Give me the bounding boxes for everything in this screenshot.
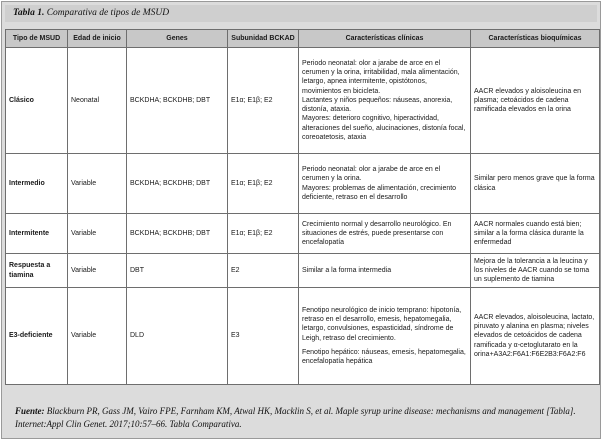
table-row	[6, 254, 600, 288]
table-row	[6, 288, 600, 385]
onset-cell: Variable	[68, 254, 127, 288]
onset-cell: Variable	[68, 214, 127, 254]
biochemical-cell: AACR elevados, aloisoleucina, lactato, piruvato y alanina en plasma; niveles elevados de cetoácidos de cadena ramificada y α-cetoglutarato en la orina+A3A2:F6A1:F6E2B3:F6A2:F6	[471, 288, 600, 385]
subunit-cell: E1α; E1β; E2	[228, 214, 299, 254]
subunit-cell: E1α; E1β; E2	[228, 48, 299, 154]
clinical-text: Mayores: problemas de alimentación, crecimiento deficiente, retraso en el desarrollo	[302, 184, 457, 201]
header-cell: Características bioquímicas	[471, 30, 600, 48]
clinical-text: Periodo neonatal: olor a jarabe de arce en el cerumen y la orina.	[302, 165, 441, 183]
biochemical-cell: AACR normales cuando está bien; similar a la forma clásica durante la enfermedad	[471, 214, 600, 254]
genes-cell: DBT	[127, 254, 228, 288]
table-row	[6, 48, 600, 154]
header-cell: Características clínicas	[299, 30, 471, 48]
source-label: Fuente:	[15, 406, 45, 416]
table-row	[6, 214, 600, 254]
clinical-text: Crecimiento normal y desarrollo neurológico. En situaciones de estrés, puede presentarse con encefalopatía	[302, 220, 452, 247]
msud-comparison-table	[5, 29, 600, 385]
table-caption	[5, 5, 597, 22]
clinical-cell	[299, 288, 471, 385]
source-note	[5, 405, 597, 431]
subunit-cell: E3	[228, 288, 299, 385]
subunit-cell: E2	[228, 254, 299, 288]
clinical-text: Similar a la forma intermedia	[302, 266, 392, 274]
table-row	[6, 154, 600, 214]
caption-text: Comparativa de tipos de MSUD	[46, 8, 170, 18]
header-cell: Subunidad BCKAD	[228, 30, 299, 48]
source-text: Blackburn PR, Gass JM, Vairo FPE, Farnham KM, Atwal HK, Macklin S, et al. Maple syrup urine disease: mechanisms and management [Tabla]. Internet:Appl Clin Genet. 2017;10:57–66. Tabla Comparativa.	[15, 406, 576, 429]
clinical-text: Fenotipo hepático: náuseas, emesis, hepatomegalia, encefalopatía hepática	[302, 348, 466, 366]
clinical-cell	[299, 254, 471, 288]
onset-cell: Neonatal	[68, 48, 127, 154]
onset-cell: Variable	[68, 154, 127, 214]
biochemical-cell: AACR elevados y aloisoleucina en plasma; cetoácidos de cadena ramificada elevados en la orina	[471, 48, 600, 154]
caption-label: Tabla 1.	[13, 8, 45, 18]
biochemical-cell: Mejora de la tolerancia a la leucina y los niveles de AACR cuando se toma un suplemento de tiamina	[471, 254, 600, 288]
header-cell: Tipo de MSUD	[6, 30, 68, 48]
type-cell: Intermitente	[6, 214, 68, 254]
clinical-cell	[299, 214, 471, 254]
clinical-text: Periodo neonatal: olor a jarabe de arce en el cerumen y la orina, irritabilidad, mala alimentación, letargo, apnea intermitente, opistótonos, movimientos en bicicleta.	[302, 59, 460, 95]
subunit-cell: E1α; E1β; E2	[228, 154, 299, 214]
biochemical-cell: Similar pero menos grave que la forma clásica	[471, 154, 600, 214]
clinical-text: Lactantes y niños pequeños: náuseas, anorexia, distonía, ataxia.	[302, 96, 453, 114]
type-cell: Intermedio	[6, 154, 68, 214]
type-cell: E3-deficiente	[6, 288, 68, 385]
genes-cell: DLD	[127, 288, 228, 385]
table-header-row	[6, 30, 600, 48]
clinical-cell	[299, 48, 471, 154]
header-cell: Genes	[127, 30, 228, 48]
table-figure	[1, 1, 601, 439]
type-cell: Clásico	[6, 48, 68, 154]
header-cell: Edad de inicio	[68, 30, 127, 48]
type-cell: Respuesta a tiamina	[6, 254, 68, 288]
clinical-text: Fenotipo neurológico de inicio temprano: hipotonía, retraso en el desarrollo, emesis, hepatomegalia, letargo, convulsiones, espasticidad, síndrome de Leigh, retraso del crecimiento.	[302, 306, 462, 342]
genes-cell: BCKDHA; BCKDHB; DBT	[127, 214, 228, 254]
genes-cell: BCKDHA; BCKDHB; DBT	[127, 154, 228, 214]
clinical-text: Mayores: deterioro cognitivo, hiperactividad, alteraciones del sueño, alucinaciones, distonía focal, coreoatetosis, ataxia	[302, 115, 466, 142]
genes-cell: BCKDHA; BCKDHB; DBT	[127, 48, 228, 154]
clinical-cell	[299, 154, 471, 214]
onset-cell: Variable	[68, 288, 127, 385]
